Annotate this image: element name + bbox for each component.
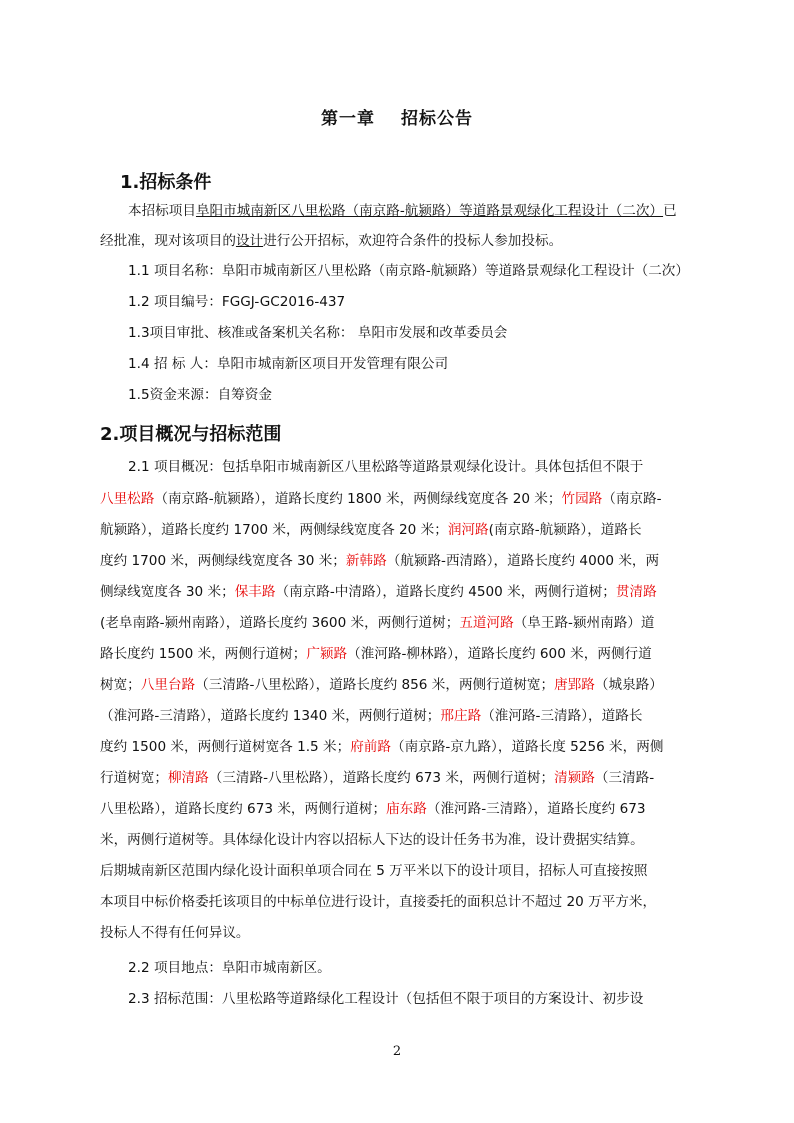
chapter-title [0,104,794,129]
page-number: 2 [392,1044,402,1059]
s1-intro-line-2: 经批准，现对该项目的设计进行公开招标，欢迎符合条件的投标人参加投标。 [100,233,563,249]
s2-line: 投标人不得有任何异议。 [100,925,250,941]
s1-intro-line-1: 本招标项目阜阳市城南新区八里松路（南京路-航颍路）等道路景观绿化工程设计（二次）已 [128,203,677,219]
s2-line: 八里松路），道路长度约 673 米，两侧行道树；庙东路（淮河路-三清路），道路长度约 673 [100,801,646,817]
s2-line: 2.1 项目概况：包括阜阳市城南新区八里松路等道路景观绿化设计。具体包括但不限于 [128,459,644,475]
s1-item: 1.3项目审批、核准或备案机关名称： 阜阳市发展和改革委员会 [128,325,508,341]
s2-line: 航颍路），道路长度约 1700 米，两侧绿线宽度各 20 米；润河路(南京路-航颍路），道路长 [100,522,642,538]
section-2-heading: 2.项目概况与招标范围 [100,424,282,445]
s2-line: 八里松路（南京路-航颍路），道路长度约 1800 米，两侧绿线宽度各 20 米；竹园路（南京路- [100,491,662,507]
s2-line: 米，两侧行道树等。具体绿化设计内容以招标人下达的设计任务书为准，设计费据实结算。 [100,832,644,848]
s2-line: （淮河路-三清路），道路长度约 1340 米，两侧行道树；邢庄路（淮河路-三清路），道路长 [100,708,643,724]
s2-line: (老阜南路-颍州南路），道路长度约 3600 米，两侧行道树；五道河路（阜王路-颍州南路）道 [100,615,655,631]
s2-line: 2.3 招标范围：八里松路等道路绿化工程设计（包括但不限于项目的方案设计、初步设 [128,991,644,1007]
s1-item: 1.2 项目编号：FGGJ-GC2016-437 [128,294,346,310]
s2-line: 度约 1500 米，两侧行道树宽各 1.5 米；府前路（南京路-京九路），道路长度 5256 米，两侧 [100,739,664,755]
s1-item: 1.1 项目名称：阜阳市城南新区八里松路（南京路-航颍路）等道路景观绿化工程设计（二次） [128,263,689,279]
s2-line: 本项目中标价格委托该项目的中标单位进行设计，直接委托的面积总计不超过 20 万平方米， [100,894,657,910]
s2-line: 侧绿线宽度各 30 米；保丰路（南京路-中清路），道路长度约 4500 米，两侧行道树；贯清路 [100,584,657,600]
chapter-name: 招标公告 [401,109,473,129]
project-name-underlined: 阜阳市城南新区八里松路（南京路-航颍路）等道路景观绿化工程设计（二次） [195,203,664,219]
s2-line: 行道树宽；柳清路（三清路-八里松路），道路长度约 673 米，两侧行道树；清颍路（三清路- [100,770,655,786]
s1-item: 1.4 招 标 人：阜阳市城南新区项目开发管理有限公司 [128,356,449,372]
s1-item: 1.5资金来源：自筹资金 [128,387,272,403]
s2-line: 路长度约 1500 米，两侧行道树；广颍路（淮河路-柳林路），道路长度约 600 米，两侧行道 [100,646,652,662]
chapter-number: 第一章 [321,109,375,129]
s2-line: 2.2 项目地点：阜阳市城南新区。 [128,960,331,976]
s2-line: 后期城南新区范围内绿化设计面积单项合同在 5 万平米以下的设计项目，招标人可直接按照 [100,863,648,879]
s2-line: 树宽；八里台路（三清路-八里松路），道路长度约 856 米，两侧行道树宽；唐郢路（城泉路） [100,677,663,693]
s2-line: 度约 1700 米，两侧绿线宽度各 30 米；新韩路（航颍路-西清路），道路长度约 4000 米，两 [100,553,660,569]
section-1-heading: 1.招标条件 [120,172,212,193]
